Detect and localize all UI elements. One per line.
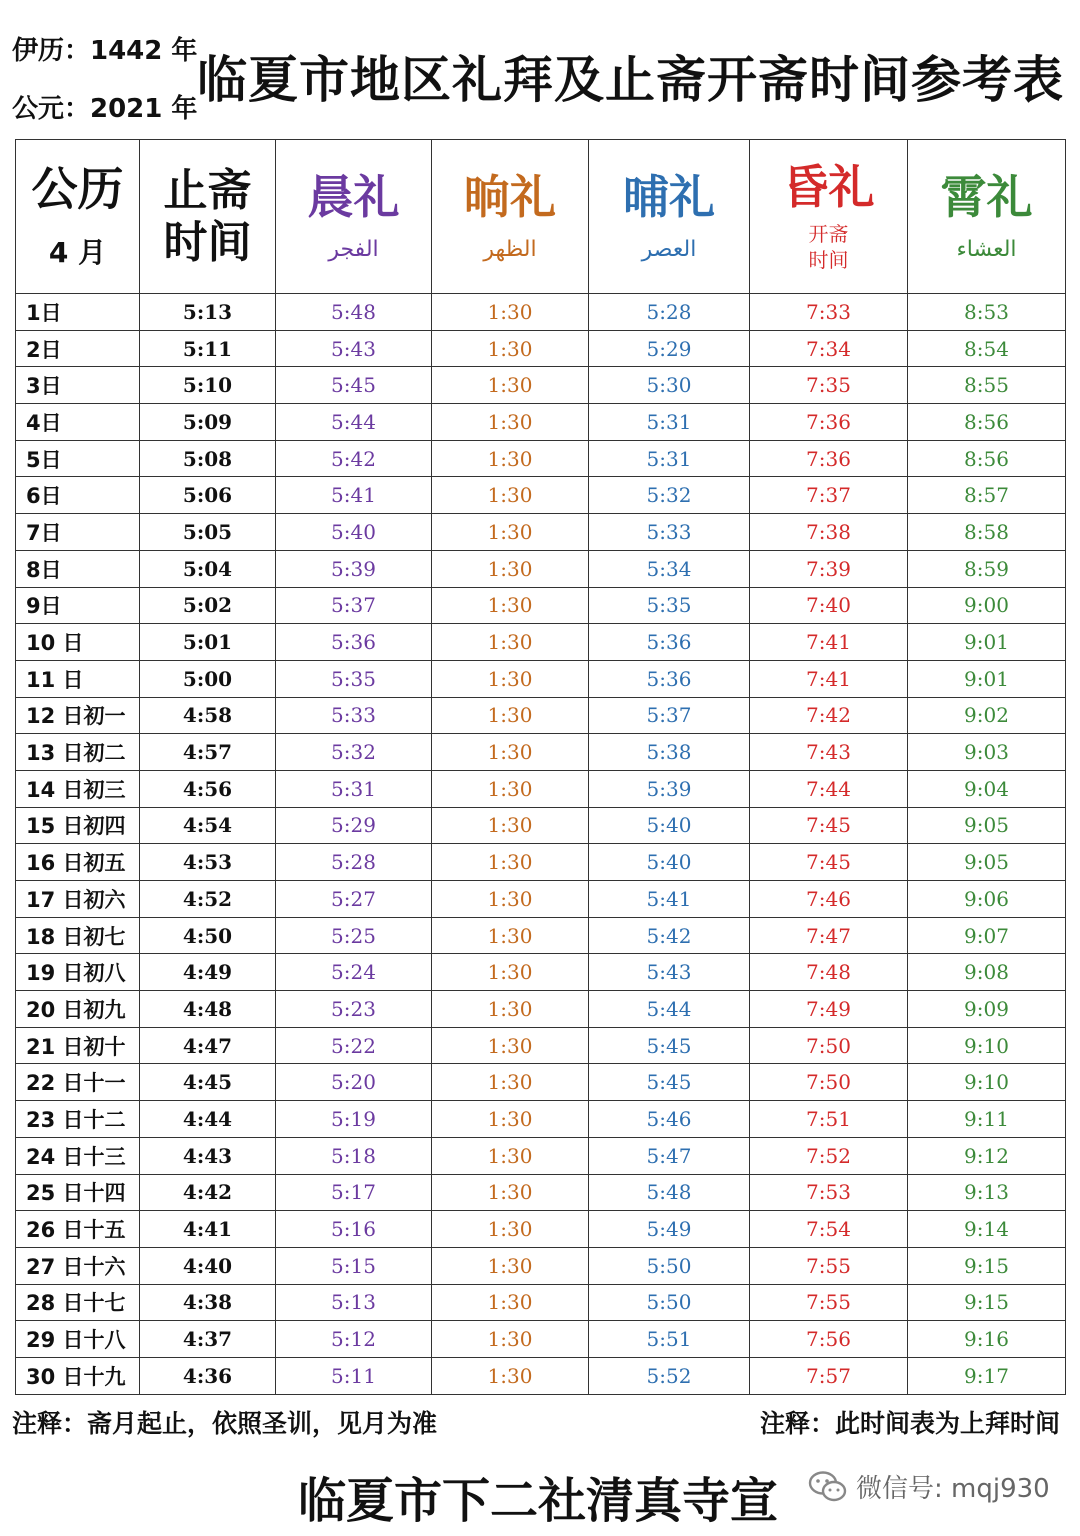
cell-fast_start: 4:47 (140, 1027, 276, 1064)
table-row (16, 1137, 1066, 1174)
cell-maghrib: 7:36 (750, 440, 908, 477)
column-title: 晌礼 (464, 170, 556, 224)
cell-maghrib: 7:42 (750, 697, 908, 734)
cell-maghrib: 7:56 (750, 1321, 908, 1358)
cell-dhuhr: 1:30 (432, 734, 589, 771)
wechat-id: 微信号: mqj930 (856, 1474, 1050, 1504)
page-title: 临夏市地区礼拜及止斋开斋时间参考表 (197, 51, 1064, 109)
cell-isha: 8:56 (908, 404, 1066, 441)
cell-fast_start: 5:09 (140, 404, 276, 441)
hijri-year: 伊历：1442 年 (12, 36, 198, 66)
cell-asr: 5:31 (589, 404, 750, 441)
cell-asr: 5:42 (589, 917, 750, 954)
table-row (16, 734, 1066, 771)
cell-asr: 5:38 (589, 734, 750, 771)
cell-asr: 5:43 (589, 954, 750, 991)
cell-fast_start: 5:06 (140, 477, 276, 514)
cell-asr: 5:31 (589, 440, 750, 477)
cell-maghrib: 7:44 (750, 770, 908, 807)
table-row (16, 294, 1066, 331)
cell-date: 30 日十九 (16, 1357, 140, 1394)
cell-date: 10 日 (16, 624, 140, 661)
cell-asr: 5:46 (589, 1101, 750, 1138)
cell-asr: 5:39 (589, 770, 750, 807)
cell-maghrib: 7:37 (750, 477, 908, 514)
cell-fajr: 5:44 (276, 404, 432, 441)
cell-maghrib: 7:41 (750, 624, 908, 661)
cell-asr: 5:45 (589, 1064, 750, 1101)
column-header-date (16, 140, 140, 294)
cell-date: 14 日初三 (16, 770, 140, 807)
cell-fajr: 5:37 (276, 587, 432, 624)
cell-date: 11 日 (16, 660, 140, 697)
table-row (16, 807, 1066, 844)
cell-fast_start: 4:54 (140, 807, 276, 844)
table-row (16, 404, 1066, 441)
cell-date: 26 日十五 (16, 1211, 140, 1248)
cell-fast_start: 5:00 (140, 660, 276, 697)
cell-isha: 8:57 (908, 477, 1066, 514)
cell-dhuhr: 1:30 (432, 1137, 589, 1174)
cell-fajr: 5:17 (276, 1174, 432, 1211)
cell-fast_start: 4:36 (140, 1357, 276, 1394)
cell-asr: 5:36 (589, 624, 750, 661)
cell-fast_start: 5:13 (140, 294, 276, 331)
cell-dhuhr: 1:30 (432, 1357, 589, 1394)
cell-fajr: 5:22 (276, 1027, 432, 1064)
table-row (16, 660, 1066, 697)
table-row (16, 1174, 1066, 1211)
cell-isha: 9:02 (908, 697, 1066, 734)
cell-fast_start: 4:45 (140, 1064, 276, 1101)
cell-dhuhr: 1:30 (432, 440, 589, 477)
table-row (16, 1284, 1066, 1321)
cell-fajr: 5:32 (276, 734, 432, 771)
cell-date: 25 日十四 (16, 1174, 140, 1211)
cell-fajr: 5:35 (276, 660, 432, 697)
cell-dhuhr: 1:30 (432, 881, 589, 918)
note-ramadan-rule: 注释：斋月起止，依照圣训，见月为准 (12, 1409, 438, 1438)
cell-date: 19 日初八 (16, 954, 140, 991)
cell-fajr: 5:13 (276, 1284, 432, 1321)
cell-asr: 5:44 (589, 991, 750, 1028)
cell-asr: 5:51 (589, 1321, 750, 1358)
cell-dhuhr: 1:30 (432, 770, 589, 807)
cell-fajr: 5:16 (276, 1211, 432, 1248)
cell-fajr: 5:33 (276, 697, 432, 734)
column-header-asr (589, 140, 750, 294)
month-label: 4 月 (48, 235, 107, 269)
table-row (16, 440, 1066, 477)
cell-maghrib: 7:48 (750, 954, 908, 991)
cell-asr: 5:29 (589, 330, 750, 367)
cell-maghrib: 7:51 (750, 1101, 908, 1138)
cell-fast_start: 5:04 (140, 550, 276, 587)
cell-asr: 5:50 (589, 1247, 750, 1284)
cell-maghrib: 7:50 (750, 1027, 908, 1064)
table-header-row (16, 140, 1066, 294)
cell-dhuhr: 1:30 (432, 1064, 589, 1101)
cell-maghrib: 7:33 (750, 294, 908, 331)
cell-maghrib: 7:49 (750, 991, 908, 1028)
table-row (16, 1027, 1066, 1064)
cell-date: 2日 (16, 330, 140, 367)
table-row (16, 1101, 1066, 1138)
cell-isha: 9:09 (908, 991, 1066, 1028)
cell-isha: 8:56 (908, 440, 1066, 477)
cell-date: 8日 (16, 550, 140, 587)
cell-asr: 5:41 (589, 881, 750, 918)
cell-date: 22 日十一 (16, 1064, 140, 1101)
cell-isha: 8:55 (908, 367, 1066, 404)
cell-maghrib: 7:43 (750, 734, 908, 771)
cell-date: 18 日初七 (16, 917, 140, 954)
cell-fast_start: 4:40 (140, 1247, 276, 1284)
cell-asr: 5:34 (589, 550, 750, 587)
column-header-dhuhr (432, 140, 589, 294)
cell-maghrib: 7:52 (750, 1137, 908, 1174)
cell-date: 7日 (16, 514, 140, 551)
column-header-maghrib (750, 140, 908, 294)
cell-dhuhr: 1:30 (432, 1321, 589, 1358)
column-title: 晨礼 (307, 170, 400, 224)
column-title: 晡礼 (623, 170, 715, 224)
cell-isha: 8:59 (908, 550, 1066, 587)
cell-dhuhr: 1:30 (432, 404, 589, 441)
cell-fast_start: 4:57 (140, 734, 276, 771)
cell-isha: 9:03 (908, 734, 1066, 771)
cell-maghrib: 7:35 (750, 367, 908, 404)
cell-dhuhr: 1:30 (432, 844, 589, 881)
cell-maghrib: 7:53 (750, 1174, 908, 1211)
cell-asr: 5:33 (589, 514, 750, 551)
cell-fajr: 5:15 (276, 1247, 432, 1284)
table-row (16, 770, 1066, 807)
cell-dhuhr: 1:30 (432, 367, 589, 404)
cell-maghrib: 7:50 (750, 1064, 908, 1101)
cell-fajr: 5:29 (276, 807, 432, 844)
arabic-prayer-name: العشاء (956, 237, 1017, 262)
cell-date: 12 日初一 (16, 697, 140, 734)
table-row (16, 991, 1066, 1028)
cell-fajr: 5:40 (276, 514, 432, 551)
cell-isha: 8:58 (908, 514, 1066, 551)
cell-isha: 9:06 (908, 881, 1066, 918)
cell-date: 27 日十六 (16, 1247, 140, 1284)
note-time-meaning: 注释：此时间表为上拜时间 (759, 1409, 1060, 1438)
cell-dhuhr: 1:30 (432, 330, 589, 367)
cell-asr: 5:47 (589, 1137, 750, 1174)
arabic-prayer-name: العصر (641, 237, 697, 262)
cell-fajr: 5:39 (276, 550, 432, 587)
cell-asr: 5:52 (589, 1357, 750, 1394)
cell-dhuhr: 1:30 (432, 514, 589, 551)
cell-maghrib: 7:40 (750, 587, 908, 624)
cell-fajr: 5:43 (276, 330, 432, 367)
cell-fajr: 5:42 (276, 440, 432, 477)
cell-isha: 9:00 (908, 587, 1066, 624)
cell-fast_start: 5:10 (140, 367, 276, 404)
cell-fajr: 5:28 (276, 844, 432, 881)
cell-maghrib: 7:45 (750, 807, 908, 844)
table-row (16, 477, 1066, 514)
cell-maghrib: 7:41 (750, 660, 908, 697)
cell-dhuhr: 1:30 (432, 697, 589, 734)
table-row (16, 624, 1066, 661)
cell-isha: 9:01 (908, 660, 1066, 697)
table-row (16, 881, 1066, 918)
column-header-fajr (276, 140, 432, 294)
cell-date: 13 日初二 (16, 734, 140, 771)
cell-fajr: 5:19 (276, 1101, 432, 1138)
table-row (16, 1064, 1066, 1101)
table-row (16, 697, 1066, 734)
cell-dhuhr: 1:30 (432, 294, 589, 331)
cell-isha: 9:08 (908, 954, 1066, 991)
cell-maghrib: 7:55 (750, 1247, 908, 1284)
cell-fast_start: 5:01 (140, 624, 276, 661)
cell-dhuhr: 1:30 (432, 477, 589, 514)
cell-fajr: 5:41 (276, 477, 432, 514)
cell-dhuhr: 1:30 (432, 587, 589, 624)
cell-maghrib: 7:57 (750, 1357, 908, 1394)
cell-fast_start: 5:11 (140, 330, 276, 367)
table-row (16, 1357, 1066, 1394)
cell-date: 24 日十三 (16, 1137, 140, 1174)
cell-fast_start: 4:53 (140, 844, 276, 881)
cell-fast_start: 4:56 (140, 770, 276, 807)
table-row (16, 330, 1066, 367)
iftar-time-label: 开斋 时间 (808, 221, 849, 272)
cell-asr: 5:40 (589, 844, 750, 881)
cell-fast_start: 4:49 (140, 954, 276, 991)
cell-fast_start: 4:52 (140, 881, 276, 918)
cell-dhuhr: 1:30 (432, 991, 589, 1028)
cell-fajr: 5:24 (276, 954, 432, 991)
column-title: 公历 (31, 161, 124, 216)
cell-date: 15 日初四 (16, 807, 140, 844)
cell-isha: 9:07 (908, 917, 1066, 954)
cell-fajr: 5:12 (276, 1321, 432, 1358)
cell-dhuhr: 1:30 (432, 1174, 589, 1211)
cell-dhuhr: 1:30 (432, 954, 589, 991)
arabic-prayer-name: الفجر (328, 237, 379, 262)
cell-dhuhr: 1:30 (432, 1247, 589, 1284)
cell-dhuhr: 1:30 (432, 1101, 589, 1138)
cell-maghrib: 7:39 (750, 550, 908, 587)
column-title: 止斋 时间 (163, 164, 252, 268)
cell-fast_start: 4:48 (140, 991, 276, 1028)
cell-asr: 5:49 (589, 1211, 750, 1248)
cell-maghrib: 7:34 (750, 330, 908, 367)
wechat-watermark (808, 1468, 1050, 1505)
cell-fast_start: 5:05 (140, 514, 276, 551)
cell-dhuhr: 1:30 (432, 807, 589, 844)
cell-maghrib: 7:54 (750, 1211, 908, 1248)
cell-maghrib: 7:36 (750, 404, 908, 441)
cell-asr: 5:50 (589, 1284, 750, 1321)
cell-dhuhr: 1:30 (432, 660, 589, 697)
cell-isha: 8:53 (908, 294, 1066, 331)
cell-isha: 9:15 (908, 1247, 1066, 1284)
table-row (16, 1321, 1066, 1358)
cell-maghrib: 7:55 (750, 1284, 908, 1321)
cell-fast_start: 4:42 (140, 1174, 276, 1211)
cell-fajr: 5:31 (276, 770, 432, 807)
cell-asr: 5:28 (589, 294, 750, 331)
cell-maghrib: 7:47 (750, 917, 908, 954)
table-row (16, 367, 1066, 404)
cell-fast_start: 5:02 (140, 587, 276, 624)
cell-asr: 5:45 (589, 1027, 750, 1064)
cell-isha: 9:15 (908, 1284, 1066, 1321)
cell-fajr: 5:20 (276, 1064, 432, 1101)
table-row (16, 954, 1066, 991)
cell-dhuhr: 1:30 (432, 624, 589, 661)
cell-fast_start: 4:41 (140, 1211, 276, 1248)
cell-date: 17 日初六 (16, 881, 140, 918)
cell-fajr: 5:36 (276, 624, 432, 661)
cell-fast_start: 4:37 (140, 1321, 276, 1358)
cell-fajr: 5:23 (276, 991, 432, 1028)
cell-date: 5日 (16, 440, 140, 477)
cell-fajr: 5:11 (276, 1357, 432, 1394)
cell-date: 23 日十二 (16, 1101, 140, 1138)
cell-fajr: 5:48 (276, 294, 432, 331)
cell-maghrib: 7:45 (750, 844, 908, 881)
column-title: 霄礼 (940, 170, 1033, 224)
cell-isha: 9:04 (908, 770, 1066, 807)
cell-isha: 9:17 (908, 1357, 1066, 1394)
wechat-icon (808, 1470, 848, 1504)
cell-isha: 9:10 (908, 1064, 1066, 1101)
cell-asr: 5:30 (589, 367, 750, 404)
cell-dhuhr: 1:30 (432, 1284, 589, 1321)
cell-date: 16 日初五 (16, 844, 140, 881)
table-row (16, 917, 1066, 954)
cell-date: 3日 (16, 367, 140, 404)
cell-date: 29 日十八 (16, 1321, 140, 1358)
cell-isha: 9:05 (908, 807, 1066, 844)
cell-fast_start: 5:08 (140, 440, 276, 477)
cell-isha: 9:11 (908, 1101, 1066, 1138)
cell-dhuhr: 1:30 (432, 1211, 589, 1248)
cell-fajr: 5:27 (276, 881, 432, 918)
cell-isha: 8:54 (908, 330, 1066, 367)
cell-date: 4日 (16, 404, 140, 441)
issuing-mosque: 临夏市下二社清真寺宣 (298, 1473, 779, 1529)
cell-isha: 9:14 (908, 1211, 1066, 1248)
table-row (16, 587, 1066, 624)
cell-asr: 5:32 (589, 477, 750, 514)
cell-isha: 9:10 (908, 1027, 1066, 1064)
prayer-schedule-table (15, 139, 1066, 1395)
cell-isha: 9:13 (908, 1174, 1066, 1211)
cell-fajr: 5:18 (276, 1137, 432, 1174)
cell-date: 28 日十七 (16, 1284, 140, 1321)
cell-asr: 5:37 (589, 697, 750, 734)
cell-fajr: 5:45 (276, 367, 432, 404)
cell-date: 20 日初九 (16, 991, 140, 1028)
arabic-prayer-name: الظهر (483, 237, 537, 262)
cell-dhuhr: 1:30 (432, 550, 589, 587)
cell-isha: 9:12 (908, 1137, 1066, 1174)
cell-dhuhr: 1:30 (432, 1027, 589, 1064)
cell-asr: 5:40 (589, 807, 750, 844)
cell-date: 9日 (16, 587, 140, 624)
cell-maghrib: 7:46 (750, 881, 908, 918)
cell-asr: 5:35 (589, 587, 750, 624)
table-row (16, 514, 1066, 551)
table-row (16, 1247, 1066, 1284)
cell-fast_start: 4:50 (140, 917, 276, 954)
cell-date: 6日 (16, 477, 140, 514)
gregorian-year: 公元：2021 年 (12, 94, 198, 124)
cell-isha: 9:16 (908, 1321, 1066, 1358)
cell-date: 1日 (16, 294, 140, 331)
table-row (16, 1211, 1066, 1248)
cell-date: 21 日初十 (16, 1027, 140, 1064)
cell-isha: 9:01 (908, 624, 1066, 661)
cell-fast_start: 4:58 (140, 697, 276, 734)
cell-asr: 5:36 (589, 660, 750, 697)
cell-asr: 5:48 (589, 1174, 750, 1211)
cell-isha: 9:05 (908, 844, 1066, 881)
cell-dhuhr: 1:30 (432, 917, 589, 954)
column-header-isha (908, 140, 1066, 294)
column-title: 昏礼 (782, 159, 875, 214)
cell-fajr: 5:25 (276, 917, 432, 954)
column-header-fast_start (140, 140, 276, 294)
table-row (16, 844, 1066, 881)
cell-fast_start: 4:44 (140, 1101, 276, 1138)
cell-fast_start: 4:43 (140, 1137, 276, 1174)
table-row (16, 550, 1066, 587)
cell-maghrib: 7:38 (750, 514, 908, 551)
cell-fast_start: 4:38 (140, 1284, 276, 1321)
